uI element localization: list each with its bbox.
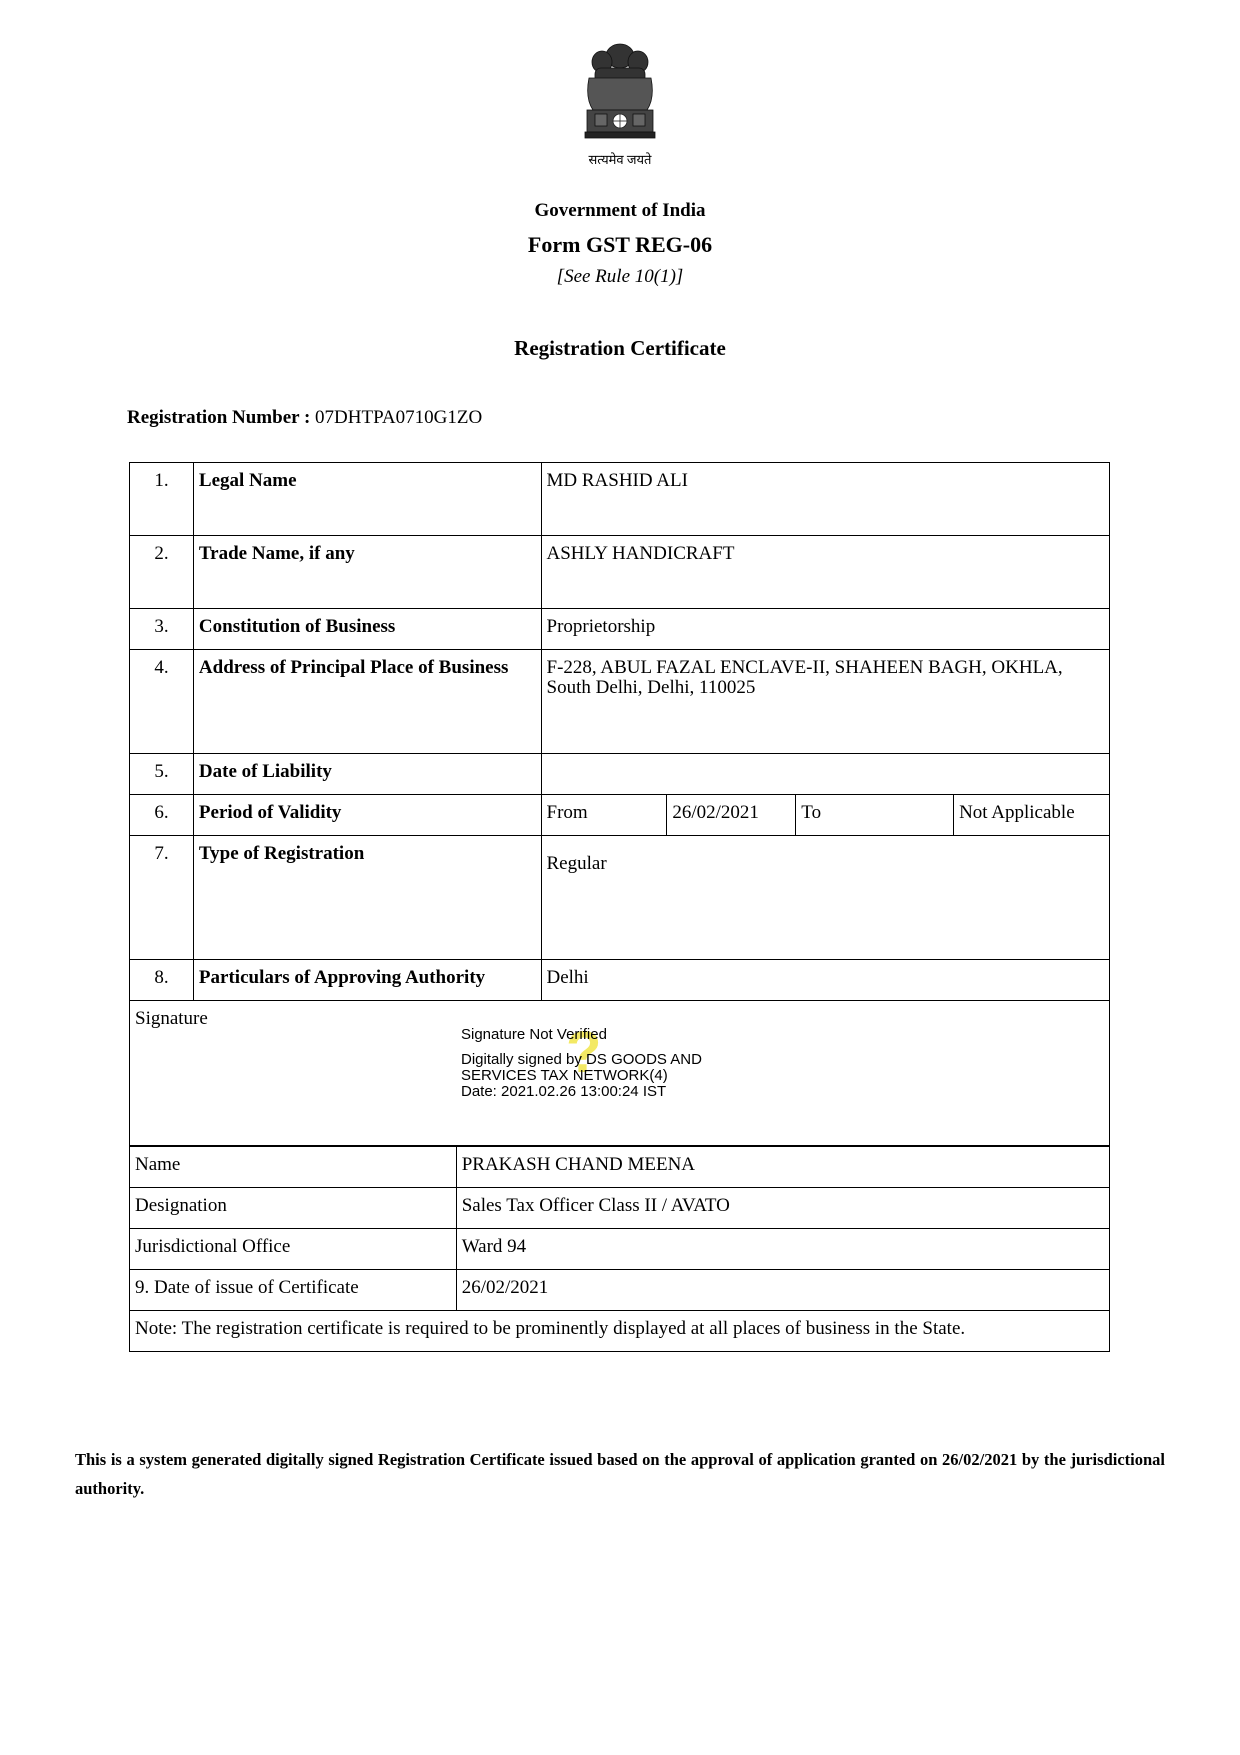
- row-label: Trade Name, if any: [193, 536, 541, 609]
- validity-from-value: 26/02/2021: [667, 795, 796, 836]
- validity-to-value: Not Applicable: [954, 795, 1110, 836]
- form-number: Form GST REG-06: [527, 232, 713, 257]
- ashoka-emblem-icon: [575, 38, 665, 168]
- digital-signature-block: [461, 1020, 741, 1127]
- table-row: [130, 1188, 1110, 1229]
- officer-label: Name: [130, 1147, 457, 1188]
- row-label: Period of Validity: [193, 795, 541, 836]
- rule-reference: [See Rule 10(1)]: [556, 266, 684, 287]
- officer-table: [129, 1146, 1110, 1352]
- table-row: [130, 1270, 1110, 1311]
- table-row: [130, 960, 1110, 1001]
- row-number: 4.: [130, 650, 194, 754]
- row-label: Particulars of Approving Authority: [193, 960, 541, 1001]
- row-number: 1.: [130, 463, 194, 536]
- row-label: Address of Principal Place of Business: [193, 650, 541, 754]
- validity-from-label: From: [541, 795, 667, 836]
- note-text: Note: The registration certificate is required to be prominently displayed at all places of business in the State.: [130, 1311, 1110, 1352]
- table-row: [130, 650, 1110, 754]
- table-row: [130, 1311, 1110, 1352]
- approving-authority-value: Delhi: [541, 960, 1110, 1001]
- row-number: 7.: [130, 836, 194, 960]
- signature-date: Date: 2021.02.26 13:00:24 IST: [461, 1083, 667, 1100]
- table-row: [130, 1147, 1110, 1188]
- signed-by-line-2: SERVICES TAX NETWORK(4): [461, 1067, 668, 1084]
- government-heading: Government of India: [534, 200, 706, 221]
- table-row: [130, 836, 1110, 960]
- issue-date-value: 26/02/2021: [456, 1270, 1109, 1311]
- emblem-motto: सत्यमेव जयते: [588, 152, 652, 167]
- table-row: [130, 795, 1110, 836]
- footer-statement: This is a system generated digitally signed Registration Certificate issued based on the approval of application granted on 26/02/2021 by the jurisdictional authority.: [75, 1450, 1165, 1498]
- officer-name-value: PRAKASH CHAND MEENA: [456, 1147, 1109, 1188]
- registration-type-cell: [541, 836, 1110, 960]
- signature-status: Signature Not Verified: [461, 1026, 607, 1043]
- registration-type-value: Regular: [546, 853, 607, 874]
- officer-label: Designation: [130, 1188, 457, 1229]
- row-label: Type of Registration: [193, 836, 541, 960]
- question-mark-icon: ?: [566, 1020, 602, 1085]
- constitution-value: Proprietorship: [541, 609, 1110, 650]
- signature-label: Signature: [135, 1008, 208, 1029]
- signed-by-line-1: Digitally signed by DS GOODS AND: [461, 1051, 702, 1068]
- address-value: F-228, ABUL FAZAL ENCLAVE-II, SHAHEEN BAGH, OKHLA, South Delhi, Delhi, 110025: [541, 650, 1110, 754]
- officer-label: Jurisdictional Office: [130, 1229, 457, 1270]
- row-number: 6.: [130, 795, 194, 836]
- jurisdictional-office-value: Ward 94: [456, 1229, 1109, 1270]
- row-label: Constitution of Business: [193, 609, 541, 650]
- row-number: 2.: [130, 536, 194, 609]
- table-row: [130, 1229, 1110, 1270]
- row-label: Date of Liability: [193, 754, 541, 795]
- table-row: [130, 609, 1110, 650]
- legal-name-value: MD RASHID ALI: [541, 463, 1110, 536]
- officer-label: 9. Date of issue of Certificate: [130, 1270, 457, 1311]
- table-row: [130, 754, 1110, 795]
- registration-number-value: 07DHTPA0710G1ZO: [315, 407, 483, 428]
- row-number: 5.: [130, 754, 194, 795]
- registration-number-label: Registration Number :: [127, 407, 311, 428]
- registration-number-line: [127, 407, 482, 429]
- certificate-title: Registration Certificate: [514, 336, 726, 360]
- trade-name-value: ASHLY HANDICRAFT: [541, 536, 1110, 609]
- row-label: Legal Name: [193, 463, 541, 536]
- validity-to-label: To: [796, 795, 954, 836]
- row-number: 8.: [130, 960, 194, 1001]
- table-row: [130, 536, 1110, 609]
- designation-value: Sales Tax Officer Class II / AVATO: [456, 1188, 1109, 1229]
- table-row: [130, 463, 1110, 536]
- row-number: 3.: [130, 609, 194, 650]
- date-of-liability-value: [541, 754, 1110, 795]
